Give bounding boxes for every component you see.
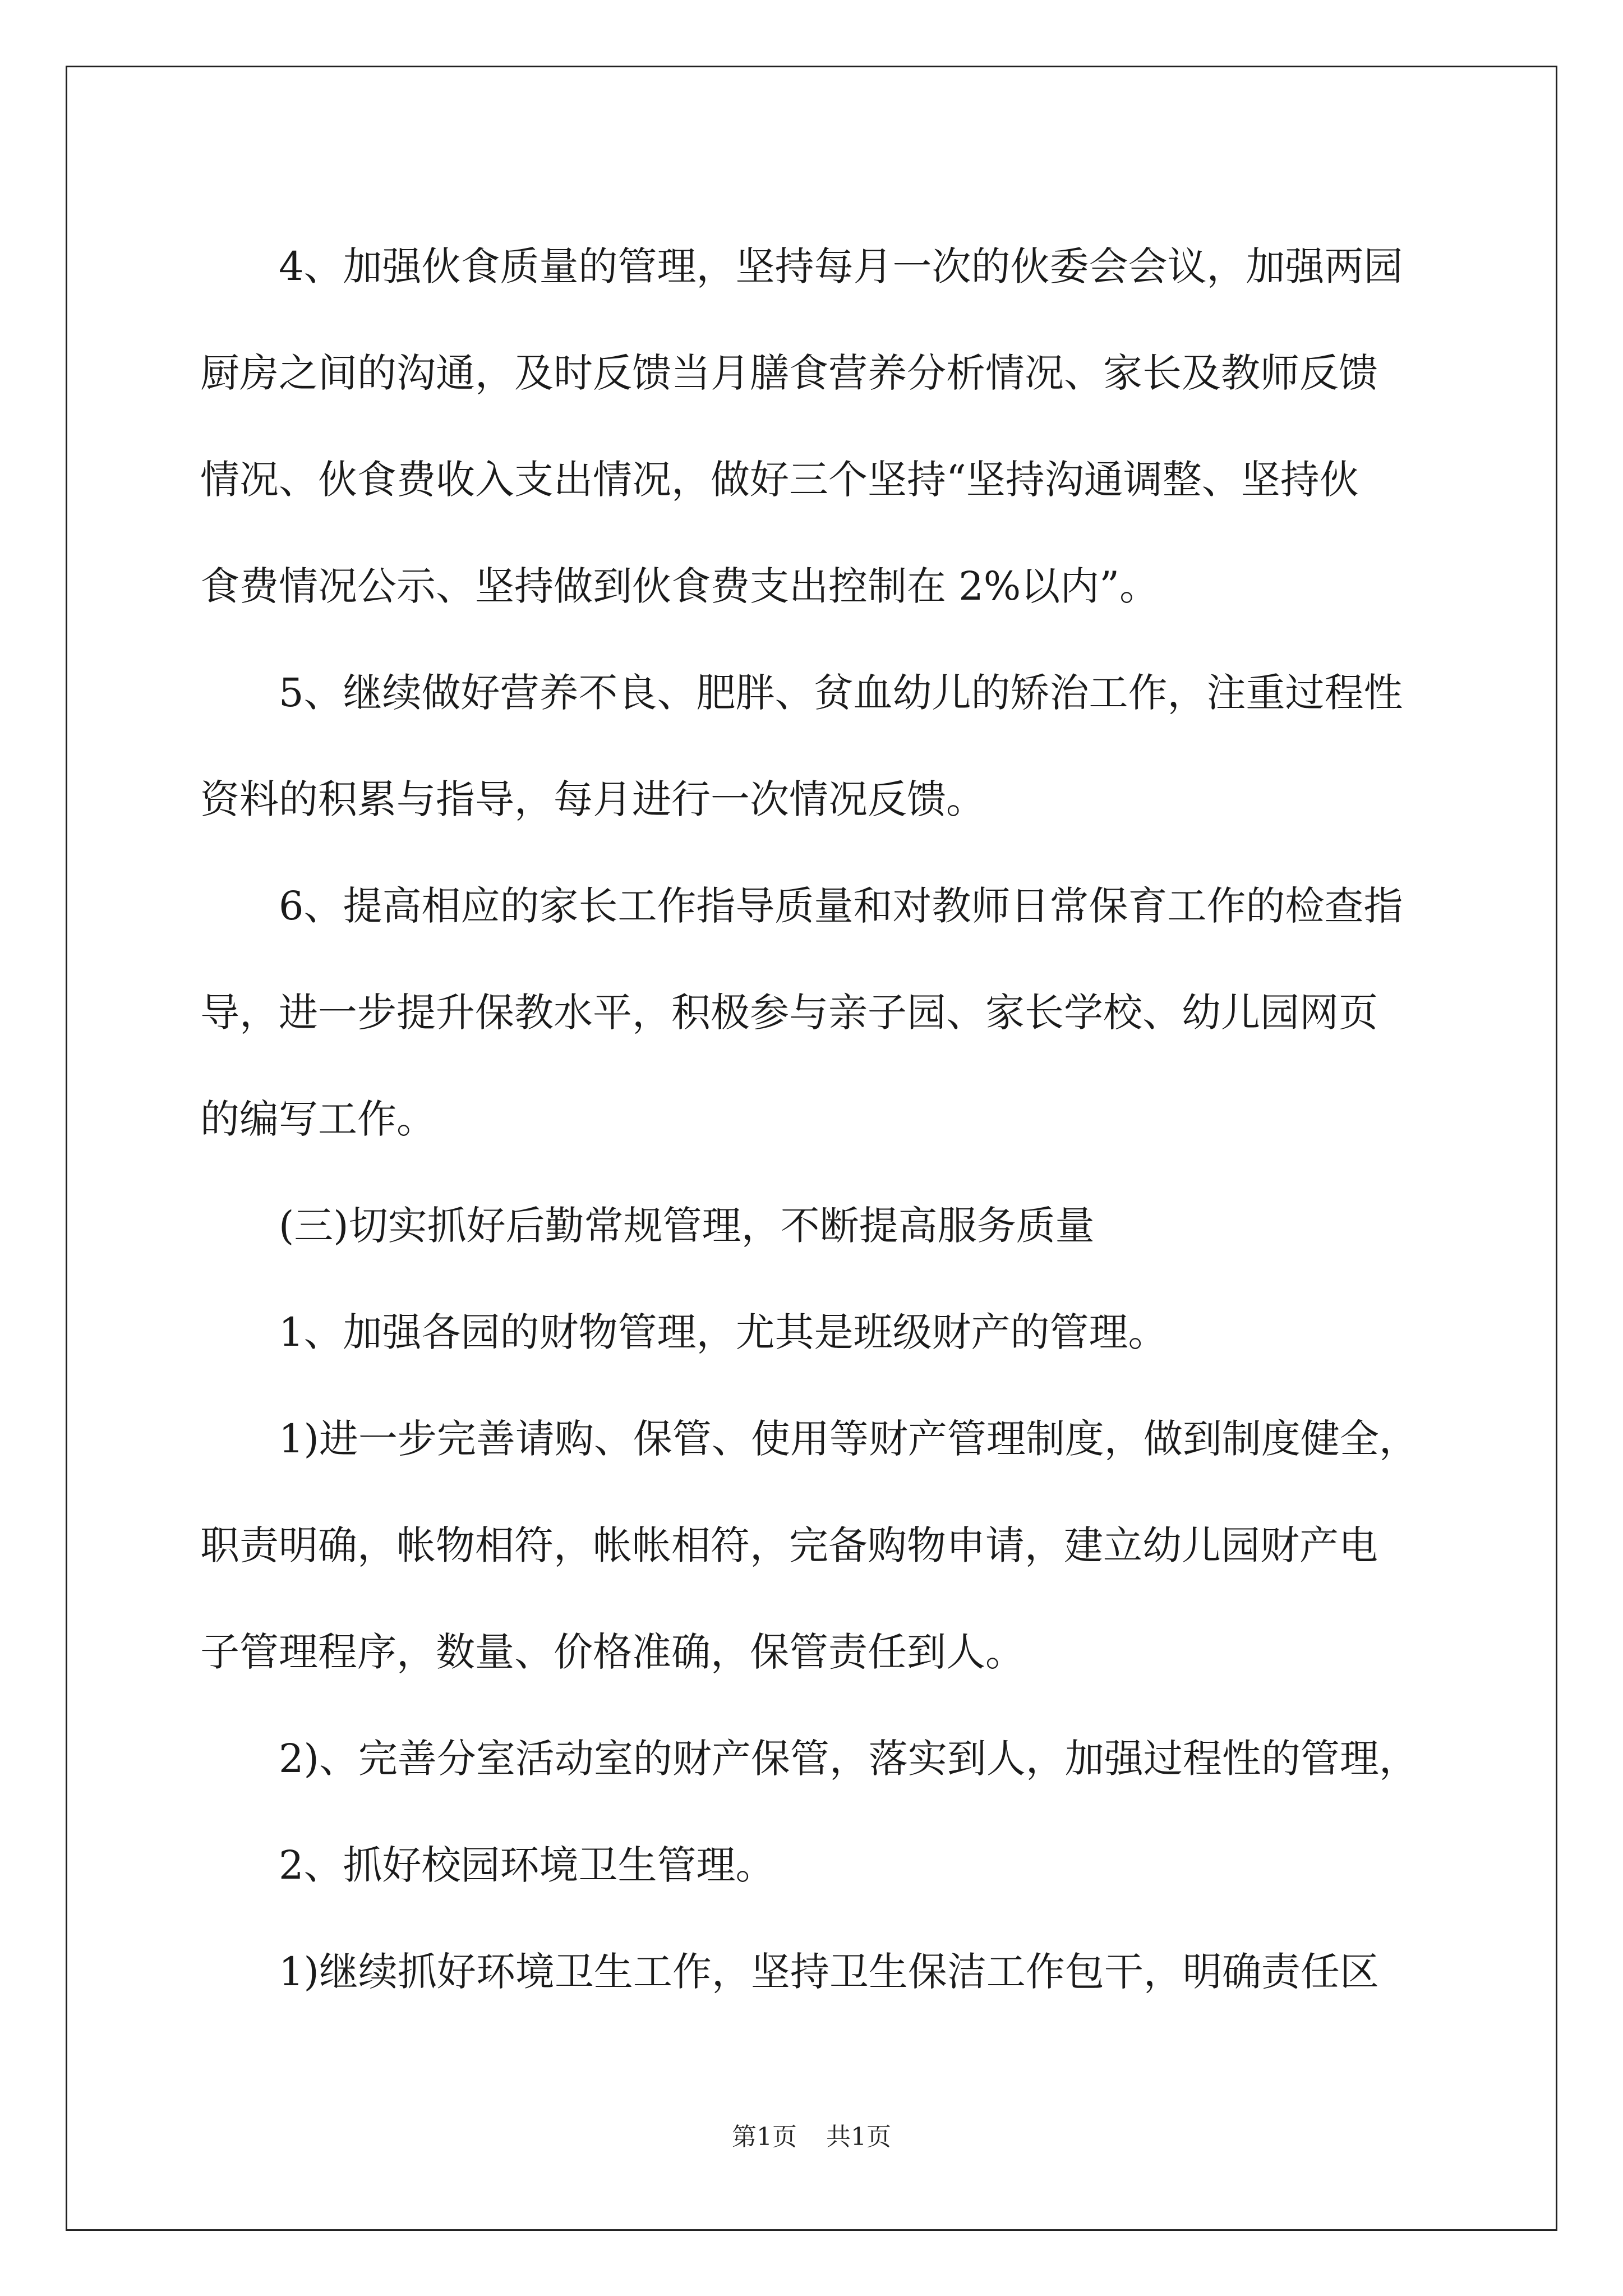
paragraph-line: 1、加强各园的财物管理，尤其是班级财产的管理。	[279, 1309, 1168, 1355]
paragraph-line: 资料的积累与指导，每月进行一次情况反馈。	[200, 776, 985, 822]
paragraph-line: 情况、伙食费收入支出情况，做好三个坚持“坚持沟通调整、坚持伙	[200, 457, 1359, 503]
paragraph-line: 2、抓好校园环境卫生管理。	[279, 1842, 775, 1888]
page-count: 共1页	[826, 2123, 891, 2151]
section-heading: (三)切实抓好后勤常规管理，不断提高服务质量	[279, 1203, 1095, 1249]
document-body	[200, 213, 1428, 2025]
paragraph-line: 导，进一步提升保教水平，积极参与亲子园、家长学校、幼儿园网页	[200, 990, 1378, 1036]
paragraph-line: 食费情况公示、坚持做到伙食费支出控制在 2%以内”。	[200, 563, 1159, 609]
paragraph-line: 1)进一步完善请购、保管、使用等财产管理制度，做到制度健全，	[279, 1416, 1418, 1462]
paragraph-line: 职责明确，帐物相符，帐帐相符，完备购物申请，建立幼儿园财产电	[200, 1522, 1378, 1568]
paragraph-line: 6、提高相应的家长工作指导质量和对教师日常保育工作的检查指	[279, 883, 1403, 929]
paragraph-line: 的编写工作。	[200, 1096, 436, 1142]
paragraph-line: 2)、完善分室活动室的财产保管，落实到人，加强过程性的管理，	[279, 1736, 1418, 1782]
paragraph-line: 4、加强伙食质量的管理，坚持每月一次的伙委会会议，加强两园	[279, 243, 1403, 289]
paragraph-line: 子管理程序，数量、价格准确，保管责任到人。	[200, 1629, 1025, 1675]
paragraph-line: 5、继续做好营养不良、肥胖、贫血幼儿的矫治工作，注重过程性	[279, 670, 1403, 716]
paragraph-line: 1)继续抓好环境卫生工作，坚持卫生保洁工作包干，明确责任区	[279, 1949, 1379, 1995]
page-footer	[0, 2120, 1623, 2154]
paragraph-line: 厨房之间的沟通，及时反馈当月膳食营养分析情况、家长及教师反馈	[200, 350, 1378, 396]
page-number: 第1页	[732, 2123, 797, 2151]
